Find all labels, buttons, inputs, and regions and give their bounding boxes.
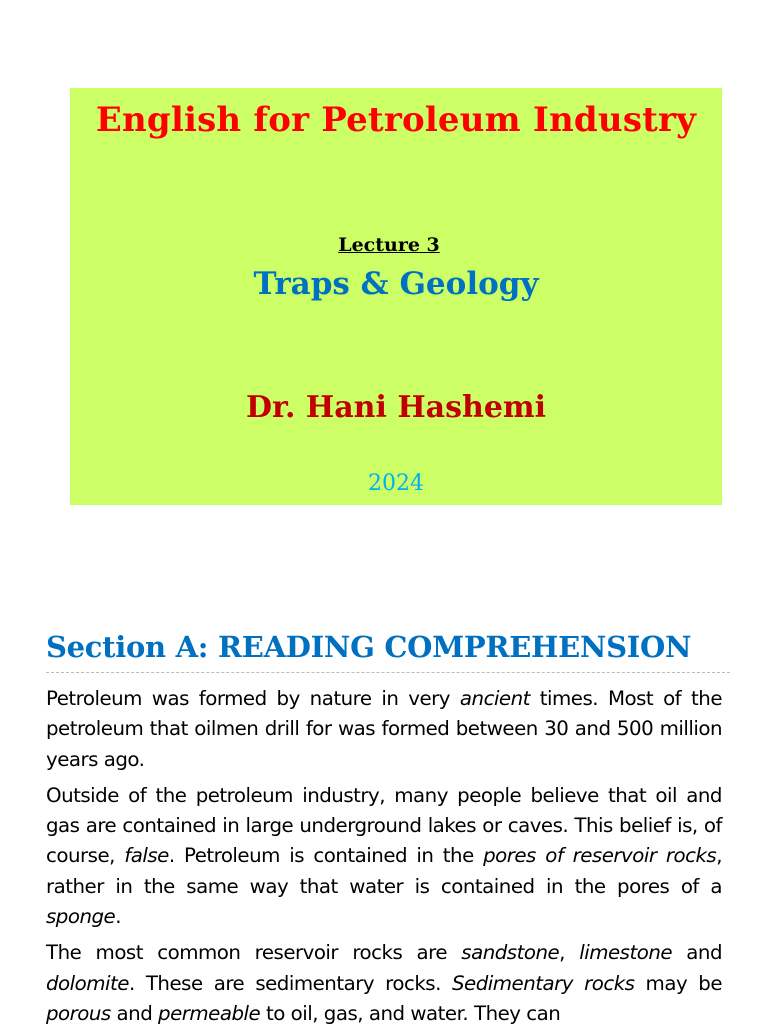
section-heading: Section A: READING COMPREHENSION: [46, 630, 692, 664]
lecture-subtitle: Traps & Geology: [253, 266, 539, 302]
text-run: , rather in the same way that water is contained in the pores of a: [46, 844, 722, 898]
author-name: Dr. Hani Hashemi: [245, 390, 547, 425]
text-run: .: [115, 905, 122, 929]
emphasis-text: porous: [46, 1001, 111, 1025]
text-run: The most common reservoir rocks are: [46, 941, 462, 965]
document-title: English for Petroleum Industry: [95, 100, 697, 140]
title-box: [70, 88, 722, 505]
emphasis-text: Sedimentary rocks: [452, 971, 635, 995]
text-run: times. Most of the petroleum that oilmen drill for was formed between 30 and 500 million years ago.: [46, 687, 722, 771]
emphasis-text: ancient: [459, 687, 530, 710]
text-run: may be: [634, 971, 722, 995]
emphasis-text: permeable: [158, 1001, 261, 1025]
text-run: Petroleum was formed by nature in very: [46, 687, 460, 710]
text-run: . Petroleum is contained in the: [168, 844, 484, 868]
year-label: 2024: [368, 471, 424, 496]
text-run: . These are sedimentary rocks.: [128, 971, 452, 995]
paragraph-3: [46, 938, 722, 1029]
reading-passage: [46, 684, 722, 1035]
lecture-label: [70, 234, 722, 256]
emphasis-text: dolomite: [46, 971, 129, 995]
emphasis-text: pores of reservoir rocks: [483, 844, 717, 868]
text-run: to oil, gas, and water. They can: [260, 1001, 561, 1025]
text-run: ,: [559, 941, 580, 965]
emphasis-text: sponge: [46, 905, 116, 929]
paragraph-1: [46, 684, 722, 775]
emphasis-text: limestone: [579, 941, 673, 965]
lecture-number: Lecture 3: [338, 234, 440, 256]
emphasis-text: false: [124, 844, 169, 868]
text-run: Outside of the petroleum industry, many people believe that oil and gas are contained in large underground lakes or caves. This belief is, of course,: [46, 783, 722, 868]
paragraph-2: [46, 781, 722, 932]
text-run: and: [110, 1001, 159, 1025]
emphasis-text: sandstone: [461, 941, 560, 965]
section-divider: [46, 672, 730, 673]
text-run: and: [672, 941, 723, 965]
